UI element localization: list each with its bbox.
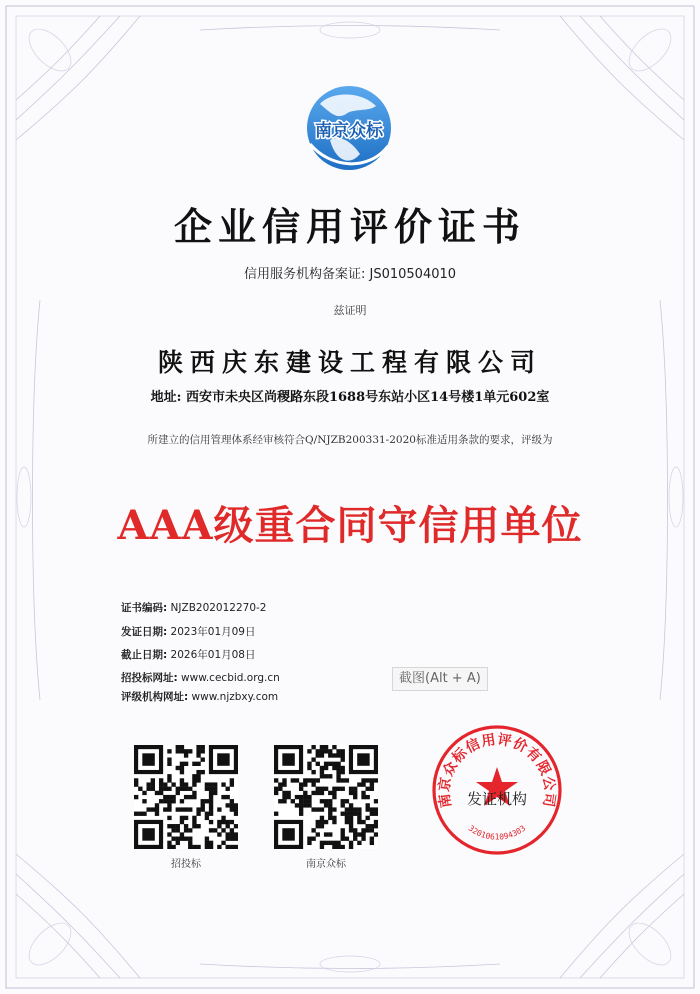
issue-date: 2023年01月09日: [170, 626, 256, 638]
seal-ring-text: 南京众标信用评价有限公司: [436, 731, 558, 809]
svg-text:3201061094303: [467, 824, 528, 842]
cert-number-label: 证书编码:: [121, 602, 168, 614]
bid-site-row: [121, 670, 280, 685]
bid-site-url: www.cecbid.org.cn: [181, 672, 280, 684]
eval-site-row: [121, 689, 278, 704]
cert-number: NJZB202012270-2: [170, 602, 267, 614]
expiry-date-label: 截止日期:: [121, 649, 168, 661]
nanjing-zhongbiao-logo: [290, 82, 408, 182]
qr-code-zhongbiao: [274, 745, 378, 849]
eval-site-url: www.njzbxy.com: [191, 691, 279, 703]
company-address: [0, 386, 700, 405]
seal-number: 3201061094303: [466, 823, 528, 842]
record-number: JS010504010: [369, 267, 457, 282]
assessment-sentence: 所建立的信用管理体系经审核符合Q/NJZB200331-2020标准适用条款的要求，评级为: [147, 434, 553, 446]
official-seal: [430, 723, 564, 857]
address-value: 西安市未央区尚稷路东段1688号东站小区14号楼1单元602室: [185, 390, 550, 405]
logo-text: 南京众标: [315, 121, 383, 141]
certify-text: 兹证明: [333, 304, 367, 317]
cert-number-row: [121, 600, 267, 615]
eval-site-label: 评级机构网址:: [121, 691, 189, 703]
qr-code-icon: [134, 745, 238, 849]
expiry-date-row: [121, 647, 256, 662]
certificate-title: 企业信用评价证书: [173, 205, 526, 249]
company-name: 陕西庆东建设工程有限公司: [157, 348, 542, 377]
address-label: 地址:: [150, 390, 182, 405]
screenshot-tooltip: 截图(Alt + A): [392, 667, 488, 691]
qr-label-zhongbiao: 南京众标: [306, 859, 346, 870]
record-line: [0, 263, 700, 282]
credit-grade: AAA级重合同守信用单位: [117, 502, 583, 549]
issue-date-label: 发证日期:: [121, 626, 168, 638]
bid-site-label: 招投标网址:: [121, 672, 178, 684]
qr-label-bid: 招投标: [171, 859, 201, 870]
qr-code-bid: [134, 745, 238, 849]
qr-code-icon: [274, 745, 378, 849]
issue-date-row: [121, 624, 256, 639]
expiry-date: 2026年01月08日: [170, 649, 256, 661]
record-label: 信用服务机构备案证:: [243, 267, 366, 282]
seal-center-text: 发证机构: [466, 790, 528, 808]
